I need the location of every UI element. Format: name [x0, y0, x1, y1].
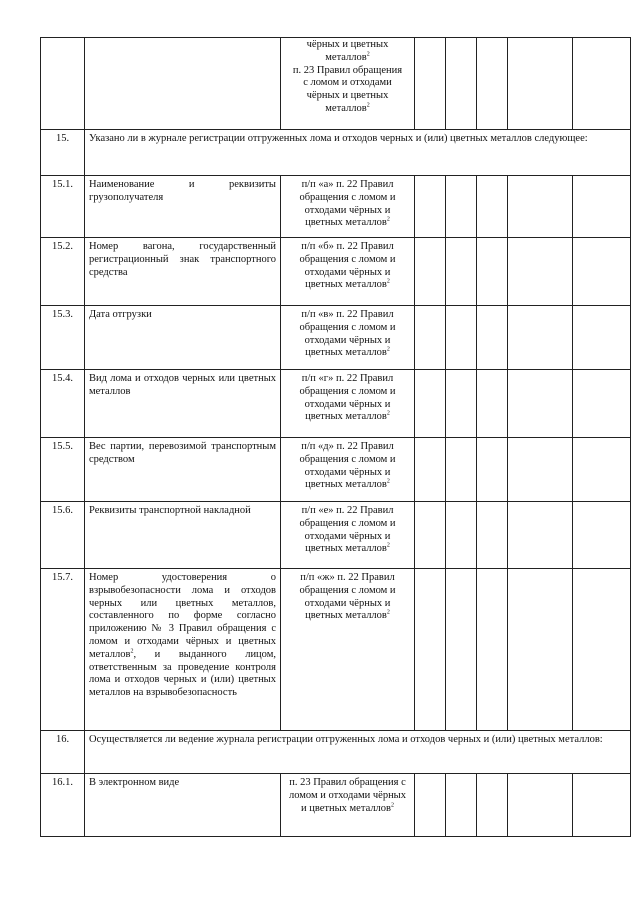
na-cell[interactable] [477, 306, 508, 370]
extra-cell[interactable] [573, 306, 631, 370]
requirement-cell [281, 502, 415, 569]
note-cell[interactable] [508, 370, 573, 438]
row-number: 15.1. [41, 176, 85, 238]
row-number: 15.2. [41, 238, 85, 306]
yes-cell[interactable] [415, 370, 446, 438]
row-number: 15.4. [41, 370, 85, 438]
extra-cell[interactable] [573, 370, 631, 438]
table-row-16-1 [41, 774, 631, 837]
yes-cell[interactable] [415, 774, 446, 837]
na-cell[interactable] [477, 370, 508, 438]
row-number: 15.5. [41, 438, 85, 502]
question-text-part: , и выданного лицом, ответственным за проведение контроля лома и отходов черных и (или) цветных металлов на взрывобезопасность [89, 648, 276, 699]
requirement-text: п/п «б» п. 22 Правил обращения с ломом и отходами чёрных и цветных металлов [299, 241, 396, 291]
no-cell[interactable] [446, 176, 477, 238]
requirement-line: металлов [325, 51, 367, 63]
table-row-15-1 [41, 176, 631, 238]
footnote-mark: 2 [386, 346, 390, 353]
yes-cell[interactable] [415, 38, 446, 130]
row-number: 15.3. [41, 306, 85, 370]
yes-cell[interactable] [415, 306, 446, 370]
table-row-continuation [41, 38, 631, 130]
requirement-cell [281, 370, 415, 438]
na-cell[interactable] [477, 238, 508, 306]
footnote-mark: 2 [391, 802, 395, 809]
na-cell[interactable] [477, 38, 508, 130]
note-cell[interactable] [508, 38, 573, 130]
no-cell[interactable] [446, 306, 477, 370]
note-cell[interactable] [508, 238, 573, 306]
question-text: Наименование и реквизиты грузополучателя [85, 176, 281, 238]
requirement-cell [281, 569, 415, 731]
na-cell[interactable] [477, 438, 508, 502]
na-cell[interactable] [477, 774, 508, 837]
requirement-line: чёрных и цветных [306, 90, 389, 102]
footnote-mark: 2 [366, 51, 370, 58]
requirement-text: п/п «ж» п. 22 Правил обращения с ломом и отходами чёрных и цветных металлов [299, 572, 396, 622]
requirement-cell [281, 438, 415, 502]
row-number: 16.1. [41, 774, 85, 837]
requirement-text: п/п «г» п. 22 Правил обращения с ломом и отходами чёрных и цветных металлов [299, 373, 396, 423]
section-row-16 [41, 731, 631, 774]
number-cell [41, 38, 85, 130]
no-cell[interactable] [446, 438, 477, 502]
requirement-line: металлов [325, 102, 367, 114]
note-cell[interactable] [508, 502, 573, 569]
extra-cell[interactable] [573, 238, 631, 306]
note-cell[interactable] [508, 569, 573, 731]
question-text: В электронном виде [85, 774, 281, 837]
footnote-mark: 2 [386, 410, 390, 417]
requirement-line: п. 23 Правил обращения [292, 64, 403, 76]
no-cell[interactable] [446, 569, 477, 731]
table-row-15-7 [41, 569, 631, 731]
inspection-checklist-table [40, 37, 631, 837]
no-cell[interactable] [446, 502, 477, 569]
requirement-cell [281, 176, 415, 238]
footnote-mark: 2 [386, 216, 390, 223]
note-cell[interactable] [508, 774, 573, 837]
table-row-15-2 [41, 238, 631, 306]
question-text: Вес партии, перевозимой транспортным средством [85, 438, 281, 502]
row-number: 15. [41, 130, 85, 176]
yes-cell[interactable] [415, 176, 446, 238]
extra-cell[interactable] [573, 38, 631, 130]
requirement-cell [281, 774, 415, 837]
requirement-cell [281, 38, 415, 130]
question-text: Номер вагона, государственный регистрационный знак транспортного средства [85, 238, 281, 306]
extra-cell[interactable] [573, 774, 631, 837]
question-text: Дата отгрузки [85, 306, 281, 370]
question-text: Реквизиты транспортной накладной [85, 502, 281, 569]
footnote-mark: 2 [386, 542, 390, 549]
footnote-mark: 2 [386, 609, 390, 616]
requirement-text: п/п «д» п. 22 Правил обращения с ломом и отходами чёрных и цветных металлов [299, 441, 396, 491]
question-text: Вид лома и отходов черных или цветных металлов [85, 370, 281, 438]
row-number: 15.6. [41, 502, 85, 569]
question-text-part: Номер удостоверения о взрывобезопасности лома и отходов черных или цветных металлов, составленного по форме согласно приложению № 3 Правил обращения с ломом и отходами чёрных и цветных металлов [89, 572, 276, 660]
extra-cell[interactable] [573, 569, 631, 731]
no-cell[interactable] [446, 774, 477, 837]
question-cell [85, 38, 281, 130]
extra-cell[interactable] [573, 176, 631, 238]
row-number: 16. [41, 731, 85, 774]
no-cell[interactable] [446, 38, 477, 130]
yes-cell[interactable] [415, 502, 446, 569]
requirement-cell [281, 306, 415, 370]
note-cell[interactable] [508, 438, 573, 502]
requirement-line: чёрных и цветных [306, 39, 389, 50]
footnote-mark: 2 [366, 102, 370, 109]
section-row-15 [41, 130, 631, 176]
no-cell[interactable] [446, 370, 477, 438]
table-row-15-5 [41, 438, 631, 502]
footnote-mark: 2 [130, 648, 134, 655]
requirement-text: п/п «е» п. 22 Правил обращения с ломом и отходами чёрных и цветных металлов [299, 505, 396, 555]
extra-cell[interactable] [573, 502, 631, 569]
footnote-mark: 2 [386, 278, 390, 285]
note-cell[interactable] [508, 176, 573, 238]
na-cell[interactable] [477, 502, 508, 569]
note-cell[interactable] [508, 306, 573, 370]
requirement-text: п/п «а» п. 22 Правил обращения с ломом и отходами чёрных и цветных металлов [299, 179, 396, 229]
footnote-mark: 2 [386, 478, 390, 485]
requirement-cell [281, 238, 415, 306]
yes-cell[interactable] [415, 238, 446, 306]
no-cell[interactable] [446, 238, 477, 306]
requirement-text: п/п «в» п. 22 Правил обращения с ломом и отходами чёрных и цветных металлов [299, 309, 396, 359]
question-text [85, 569, 281, 731]
row-number: 15.7. [41, 569, 85, 731]
yes-cell[interactable] [415, 438, 446, 502]
na-cell[interactable] [477, 176, 508, 238]
requirement-line: с ломом и отходами [303, 77, 392, 89]
extra-cell[interactable] [573, 438, 631, 502]
table-row-15-3 [41, 306, 631, 370]
yes-cell[interactable] [415, 569, 446, 731]
na-cell[interactable] [477, 569, 508, 731]
section-question: Осуществляется ли ведение журнала регистрации отгруженных лома и отходов черных и (или) цветных металлов: [85, 731, 631, 774]
table-row-15-4 [41, 370, 631, 438]
table-row-15-6 [41, 502, 631, 569]
requirement-text: п. 23 Правил обращения с ломом и отходами чёрных и цветных металлов [288, 777, 406, 814]
section-question: Указано ли в журнале регистрации отгруженных лома и отходов черных и (или) цветных металлов следующее: [85, 130, 631, 176]
